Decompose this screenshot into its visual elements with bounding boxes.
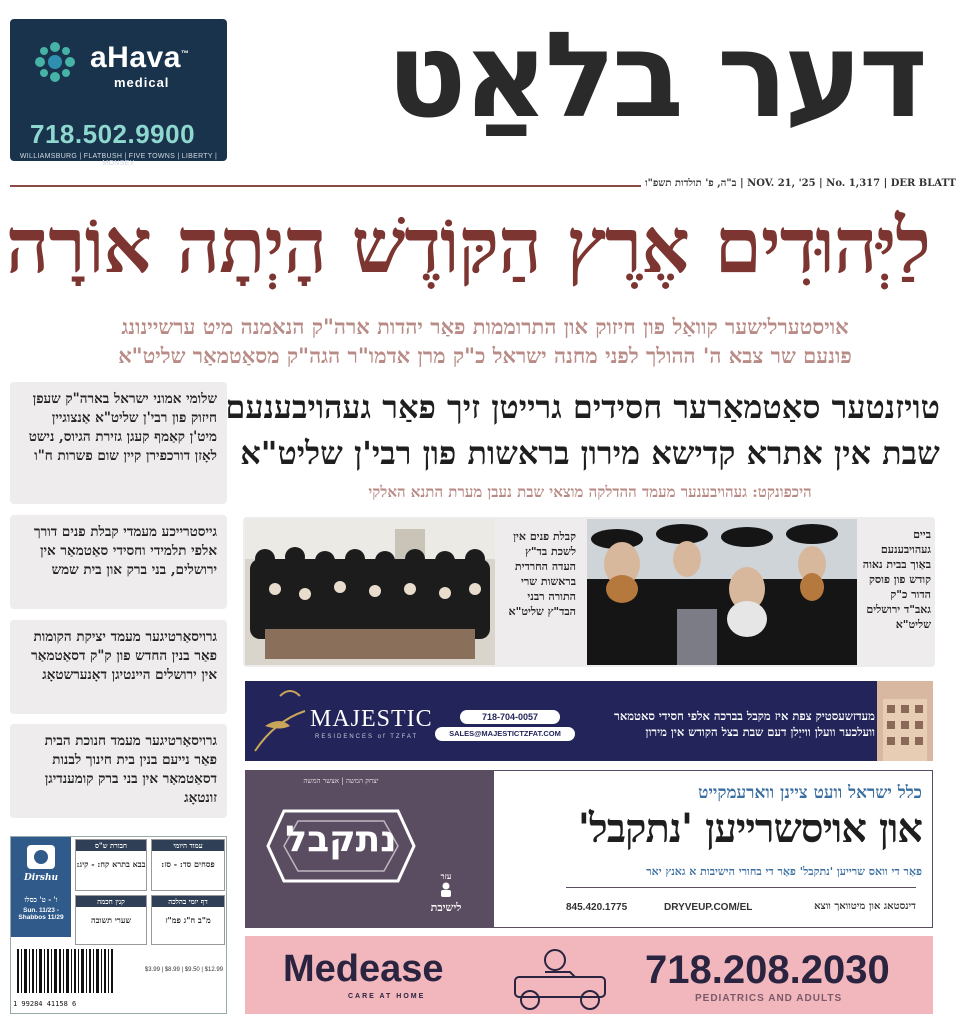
nitkabel-panel	[246, 771, 494, 927]
medease-ad[interactable]	[245, 936, 933, 1014]
majestic-ad[interactable]	[245, 681, 933, 761]
majestic-building-image	[877, 681, 933, 761]
schedule-cell-2-text: פסחים סד: - סז:	[161, 859, 215, 869]
lead-story-headline-1[interactable]: טויזנטער סאַטמאַרער חסידים גרייטן זיך פאַר געהויבענעם	[225, 388, 940, 426]
side-story-1[interactable]: שלומי אמוני ישראל בארה"ק שעפן חיזוק פון רבי'ן שליט"א אַנצוגיין מיט'ן קאַמף קעגן גזירת הגיוס, נישט לאָזן דורכפירן קיין שום פשרות ח"ו	[10, 382, 227, 504]
schedule-cell-4-header: דף יומי בהלכה	[152, 896, 224, 907]
lead-story-headline-2[interactable]: שבת אין אתרא קדישא מירון בראשות פון רבי'ן שליט"א	[240, 434, 940, 472]
majestic-sub: RESIDENCES of TZFAT	[315, 734, 419, 740]
side-story-2[interactable]: גייסטרייכע מעמדי קבלת פנים דורך אלפי תלמידי וחסידי סאַטמאַר אין ירושלים, בני ברק און בית שמש	[10, 515, 227, 609]
subheadline-1: אויסטערלישער קוואַל פון חיזוק און התרוממות פאַר יהדות ארה"ק הנאמנה מיט ערשיינונג	[121, 314, 849, 339]
dateline: ב"ה, פ' תולדות תשפ"ו | NOV. 21, '25 | No. 1,317 | DER BLATT	[641, 178, 960, 189]
schedule-cell-4-text: מ"ב ח"ג פמ"ז	[165, 915, 211, 925]
building-icon	[877, 681, 933, 761]
main-headline: לַיְּהוּדִים אֶרֶץ הַקּוֹדֶשׁ הָיְתָה אוֹרָה	[5, 201, 930, 290]
barcode-number: 1 99284 41158 6	[13, 1000, 77, 1008]
ahava-towns: WILLIAMSBURG | FLATBUSH | FIVE TOWNS | LIBERTY | MONSEY	[19, 153, 218, 167]
schedule-cell-1	[75, 839, 147, 891]
majestic-text-2: וועלכער וועלן ווייַלן דעם שבת בצל הקודש אין מירון	[645, 725, 875, 739]
subheadline-2: פונעם שר צבא ה' ההולך לפני מחנה ישראל כ"ק מרן אדמו"ר הגה"ק מסאַטמאַר שליט"א	[118, 343, 852, 368]
ahava-flower-icon	[32, 39, 78, 85]
dirshu-date-heb: ו' - ט' כסלו	[24, 895, 58, 904]
caption-right: ביים געהויבענעם באַוך בבית נאוה קודש פון פוסק הדור כ"ק גאב"ד ירושלים שליט"א	[862, 528, 931, 631]
photo-left	[245, 519, 495, 665]
photo-right	[587, 519, 857, 665]
schedule-cell-2-header: עמוד היומי	[152, 840, 224, 851]
side-story-4[interactable]: גרויסאַרטיגער מעמד חנוכת הבית פאַר נייעם בנין בית חינוך לבנות דסאַטמאַר אין בני ברק קומענדיגן זונטאָג	[10, 724, 227, 818]
lead-story-kicker: היכפונקט: געהויבענער מעמד ההדלקה מוצאי שבת נעבן מערת התנא האלקי	[368, 483, 812, 501]
car-doctor-icon	[500, 942, 620, 1012]
nitkabel-logo-text: נתקבל	[285, 819, 397, 860]
majestic-brand: MAJESTIC	[310, 706, 433, 732]
majestic-text-1: מעדזשעסטיק צפת איז מקבל בברכה אלפי חסידי סאטמאר	[614, 709, 875, 723]
schedule-cell-2	[151, 839, 225, 891]
schedule-cell-1-header: חבורת ש"ס	[76, 840, 146, 851]
nitkabel-web[interactable]: DRYVEUP.COM/EL	[664, 902, 753, 913]
ahava-brand: aHava™	[90, 41, 190, 74]
dirshu-name: Dirshu	[23, 873, 59, 883]
caption-left: קבלת פנים אין לשכת בד"ץ העדה החרדית בראשות שרי התורה רבני הבד"ץ שליט"א	[508, 530, 576, 618]
nitkabel-top-text: כלל ישראל וועט ציינן ווארעמקייט	[698, 783, 922, 803]
schedule-cell-4	[151, 895, 225, 945]
nitkabel-ad[interactable]	[245, 770, 933, 928]
ezer-logo-top: עזר	[440, 871, 452, 881]
schedule-cell-3-text: שערי תשובה	[90, 915, 132, 925]
nitkabel-sub-text: פאַר די וואס שרייען 'נתקבל' פאַר די בחורי הישיבות א גאנץ יאר	[646, 865, 922, 878]
schedule-cell-1-text: בבא בתרא קח: - קיג:	[76, 859, 146, 869]
nitkabel-phone[interactable]: 845.420.1775	[566, 902, 628, 913]
ahava-medical-ad[interactable]	[10, 19, 227, 167]
person-icon	[438, 881, 454, 897]
medease-sub: CARE AT HOME	[348, 993, 426, 1000]
nitkabel-logo-top: יצחק המשה | אצשר המשה	[303, 777, 379, 785]
dirshu-box	[10, 836, 227, 1014]
nitkabel-main-text: און אויסשרייען 'נתקבל'	[577, 805, 922, 852]
barcode-icon	[15, 949, 115, 999]
schedule-cell-3-header: קנין חכמה	[76, 896, 146, 907]
photo-row	[243, 517, 935, 667]
dirshu-date-en: Sun. 11/23 - Shabbos 11/29	[18, 907, 64, 921]
ezer-logo-bottom: לישיבת	[430, 901, 462, 914]
majestic-phone[interactable]: 718-704-0057	[460, 710, 560, 724]
price-list: $3.99 | $8.99 | $9.50 | $12.99	[144, 967, 223, 973]
masthead-title: דער בלאַט	[386, 6, 924, 144]
medease-brand: Medease	[283, 948, 444, 990]
majestic-email[interactable]: SALES@MAJESTICTZFAT.COM	[435, 727, 575, 741]
photo-right-image	[587, 519, 857, 665]
dirshu-logo-panel	[11, 837, 71, 937]
bird-icon	[245, 681, 315, 761]
medease-tagline: PEDIATRICS AND ADULTS	[695, 993, 843, 1004]
nitkabel-donate: דינסטאג און מיטוואך ווצא	[814, 901, 916, 912]
ezer-logo	[421, 871, 471, 914]
schedule-cell-3	[75, 895, 147, 945]
nitkabel-divider	[566, 887, 916, 888]
dirshu-logo-icon	[25, 843, 57, 871]
ahava-subbrand: medical	[114, 75, 170, 90]
side-story-3[interactable]: גרויסאַרטיגער מעמד יציקת הקומות פאַר בנין החדש פון ק"ק דסאַטמאַר אין ירושלים היינטיגן דאָנערשטאָג	[10, 620, 227, 714]
ahava-phone[interactable]: 718.502.9900	[30, 119, 196, 149]
photo-left-image	[245, 519, 495, 665]
medease-phone[interactable]: 718.208.2030	[645, 948, 890, 992]
